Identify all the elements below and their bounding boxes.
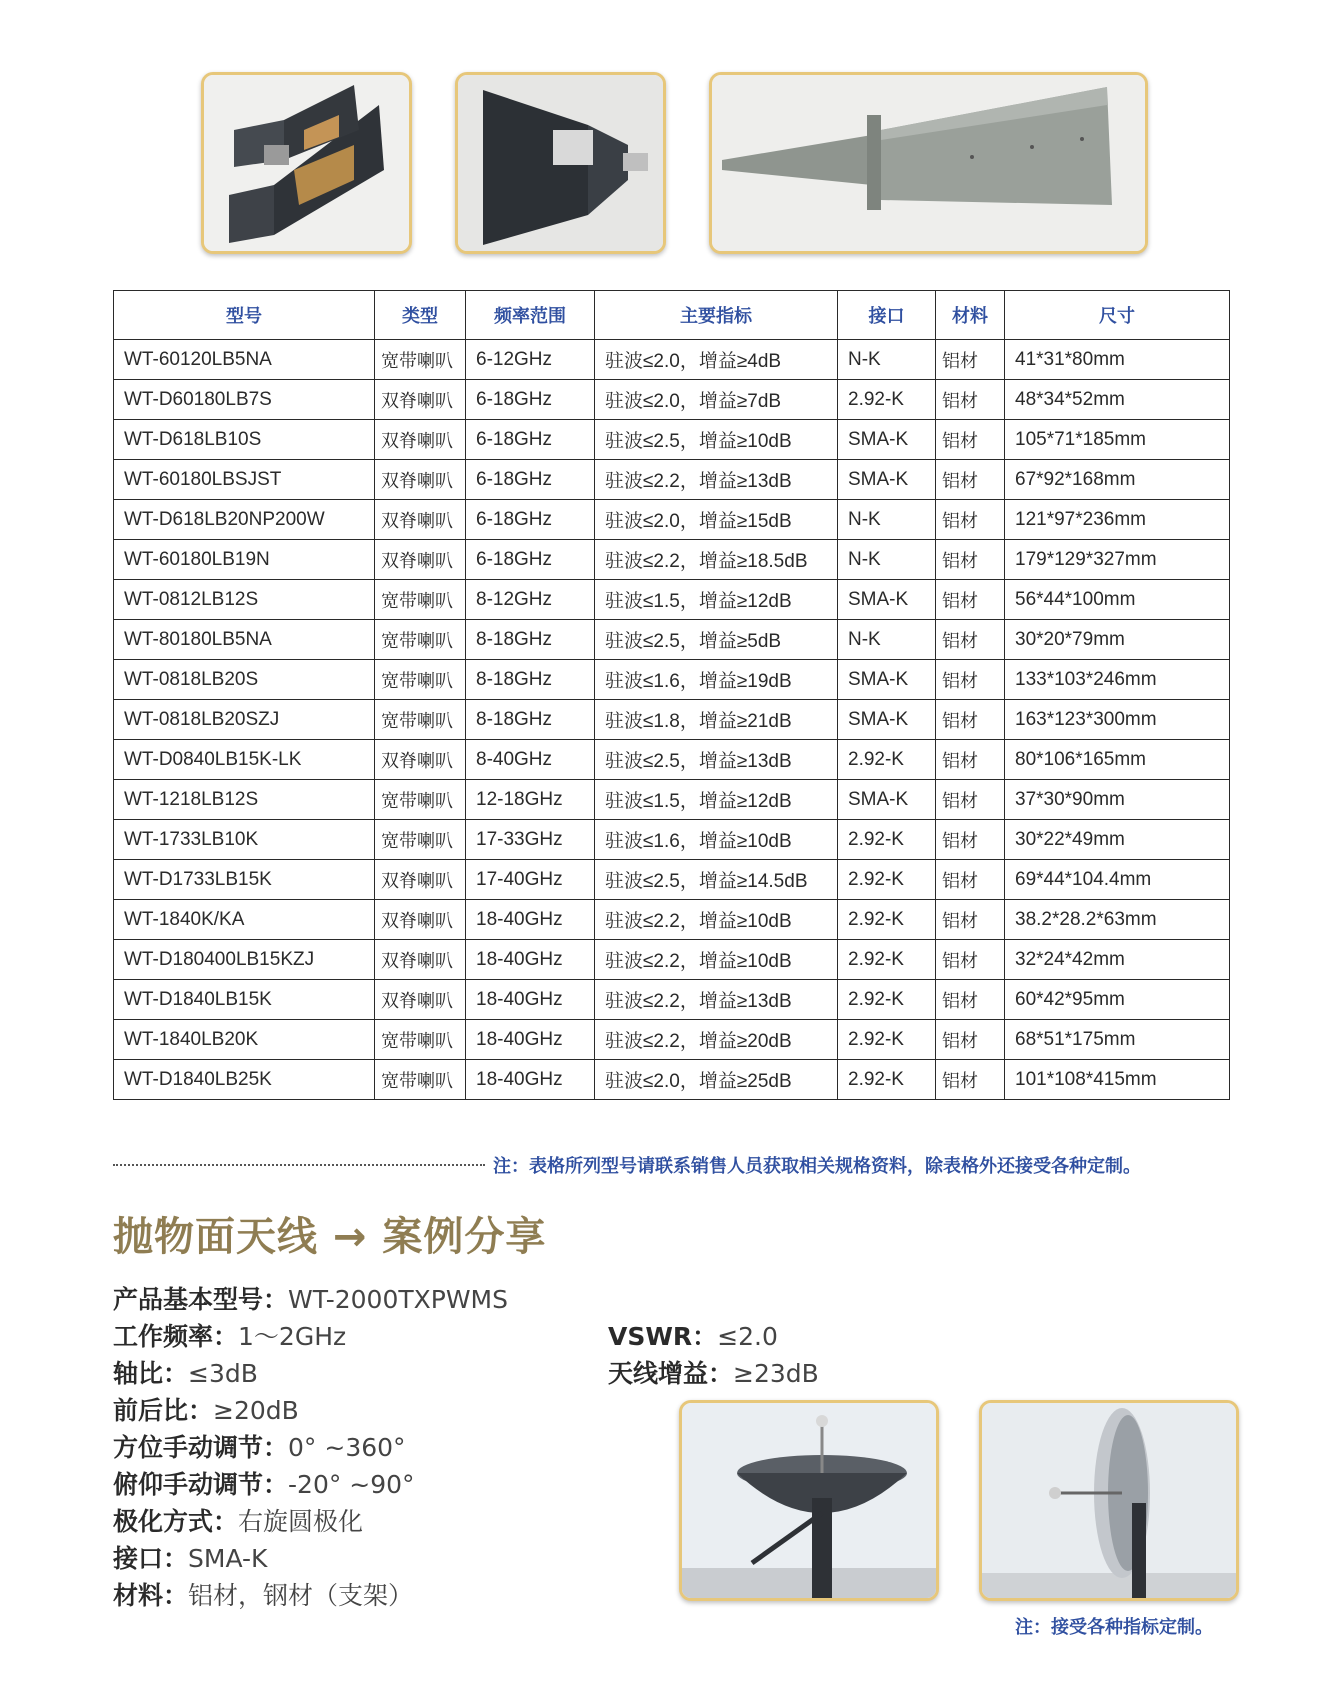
cell-key-specs: 驻波≤1.5，增益≥12dB — [595, 580, 838, 620]
cell-model: WT-D1840LB25K — [114, 1060, 375, 1100]
cell-model: WT-0818LB20SZJ — [114, 700, 375, 740]
spec-label: 工作频率： — [113, 1322, 239, 1351]
cell-material: 铝材 — [936, 1020, 1005, 1060]
table-row — [114, 620, 1230, 660]
table-note: 注：表格所列型号请联系销售人员获取相关规格资料，除表格外还接受各种定制。 — [493, 1156, 1141, 1177]
cell-model: WT-D618LB10S — [114, 420, 375, 460]
pyramidal-horn-illustration — [458, 75, 663, 251]
cell-frequency: 8-18GHz — [466, 620, 595, 660]
spec-label: 轴比： — [113, 1359, 189, 1388]
cell-key-specs: 驻波≤1.5，增益≥12dB — [595, 780, 838, 820]
cell-key-specs: 驻波≤2.0，增益≥25dB — [595, 1060, 838, 1100]
cell-frequency: 18-40GHz — [466, 1020, 595, 1060]
cell-material: 铝材 — [936, 340, 1005, 380]
cell-dimensions: 163*123*300mm — [1005, 700, 1230, 740]
cell-connector: 2.92-K — [838, 900, 936, 940]
table-row — [114, 1060, 1230, 1100]
dish-front-illustration — [682, 1403, 936, 1598]
table-body — [114, 340, 1230, 1100]
cell-type: 双脊喇叭 — [375, 980, 466, 1020]
cell-material: 铝材 — [936, 500, 1005, 540]
cell-material: 铝材 — [936, 740, 1005, 780]
cell-material: 铝材 — [936, 540, 1005, 580]
cell-frequency: 17-33GHz — [466, 820, 595, 860]
cell-dimensions: 68*51*175mm — [1005, 1020, 1230, 1060]
cell-dimensions: 30*20*79mm — [1005, 620, 1230, 660]
cell-connector: 2.92-K — [838, 740, 936, 780]
cell-connector: SMA-K — [838, 460, 936, 500]
cell-connector: 2.92-K — [838, 820, 936, 860]
spec-material — [113, 1576, 413, 1612]
cell-dimensions: 67*92*168mm — [1005, 460, 1230, 500]
cell-model: WT-1840LB20K — [114, 1020, 375, 1060]
cell-key-specs: 驻波≤2.2，增益≥20dB — [595, 1020, 838, 1060]
cell-key-specs: 驻波≤2.5，增益≥14.5dB — [595, 860, 838, 900]
dotted-divider — [113, 1164, 485, 1166]
dish-side-illustration — [982, 1403, 1236, 1598]
cell-frequency: 6-18GHz — [466, 500, 595, 540]
cell-model: WT-60180LB19N — [114, 540, 375, 580]
cell-connector: 2.92-K — [838, 380, 936, 420]
cell-model: WT-D1840LB15K — [114, 980, 375, 1020]
cell-type: 双脊喇叭 — [375, 420, 466, 460]
cell-dimensions: 179*129*327mm — [1005, 540, 1230, 580]
horn-pair-illustration — [204, 75, 409, 251]
cell-type: 双脊喇叭 — [375, 900, 466, 940]
cell-model: WT-D618LB20NP200W — [114, 500, 375, 540]
spec-label: 材料： — [113, 1581, 189, 1610]
spec-value: 0° ~360° — [288, 1433, 406, 1462]
cell-dimensions: 41*31*80mm — [1005, 340, 1230, 380]
photo-parabolic-dish-side — [979, 1400, 1239, 1601]
cell-connector: 2.92-K — [838, 980, 936, 1020]
spec-value: -20° ~90° — [288, 1470, 415, 1499]
cell-frequency: 18-40GHz — [466, 900, 595, 940]
cell-material: 铝材 — [936, 580, 1005, 620]
spec-label: VSWR： — [608, 1322, 718, 1351]
cell-type: 宽带喇叭 — [375, 340, 466, 380]
cell-model: WT-1218LB12S — [114, 780, 375, 820]
cell-connector: SMA-K — [838, 780, 936, 820]
cell-material: 铝材 — [936, 820, 1005, 860]
cell-type: 宽带喇叭 — [375, 580, 466, 620]
cell-frequency: 6-12GHz — [466, 340, 595, 380]
cell-material: 铝材 — [936, 460, 1005, 500]
cell-key-specs: 驻波≤1.8，增益≥21dB — [595, 700, 838, 740]
cell-type: 双脊喇叭 — [375, 740, 466, 780]
cell-model: WT-60120LB5NA — [114, 340, 375, 380]
cell-frequency: 6-18GHz — [466, 460, 595, 500]
table-row — [114, 700, 1230, 740]
cell-key-specs: 驻波≤2.5，增益≥13dB — [595, 740, 838, 780]
cell-dimensions: 30*22*49mm — [1005, 820, 1230, 860]
cell-key-specs: 驻波≤2.2，增益≥10dB — [595, 900, 838, 940]
cell-frequency: 6-18GHz — [466, 380, 595, 420]
cell-model: WT-D60180LB7S — [114, 380, 375, 420]
cell-key-specs: 驻波≤2.2，增益≥13dB — [595, 460, 838, 500]
cell-connector: 2.92-K — [838, 940, 936, 980]
cell-frequency: 8-40GHz — [466, 740, 595, 780]
cell-model: WT-D0840LB15K-LK — [114, 740, 375, 780]
section-title: 抛物面天线 → 案例分享 — [113, 1214, 547, 1260]
cell-frequency: 8-12GHz — [466, 580, 595, 620]
spec-value: SMA-K — [188, 1544, 268, 1573]
spec-label: 产品基本型号： — [113, 1285, 289, 1314]
cell-key-specs: 驻波≤2.5，增益≥5dB — [595, 620, 838, 660]
cell-type: 双脊喇叭 — [375, 860, 466, 900]
table-row — [114, 820, 1230, 860]
cell-type: 双脊喇叭 — [375, 940, 466, 980]
horn-antenna-spec-table — [113, 290, 1230, 1100]
cell-key-specs: 驻波≤1.6，增益≥19dB — [595, 660, 838, 700]
spec-frequency — [113, 1317, 346, 1353]
spec-value: 右旋圆极化 — [238, 1507, 364, 1536]
header-material: 材料 — [936, 291, 1005, 340]
cell-material: 铝材 — [936, 420, 1005, 460]
header-dimensions: 尺寸 — [1005, 291, 1230, 340]
spec-value: ≤2.0 — [717, 1322, 778, 1351]
spec-value: ≥20dB — [213, 1396, 299, 1425]
cell-dimensions: 69*44*104.4mm — [1005, 860, 1230, 900]
cell-type: 宽带喇叭 — [375, 820, 466, 860]
spec-label: 接口： — [113, 1544, 189, 1573]
cell-material: 铝材 — [936, 980, 1005, 1020]
table-row — [114, 1020, 1230, 1060]
header-frequency: 频率范围 — [466, 291, 595, 340]
table-row — [114, 940, 1230, 980]
table-row — [114, 420, 1230, 460]
table-row — [114, 340, 1230, 380]
spec-label: 极化方式： — [113, 1507, 239, 1536]
cell-model: WT-60180LBSJST — [114, 460, 375, 500]
cell-connector: 2.92-K — [838, 860, 936, 900]
spec-value: 铝材，钢材（支架） — [188, 1581, 414, 1610]
cell-frequency: 6-18GHz — [466, 420, 595, 460]
cell-connector: SMA-K — [838, 700, 936, 740]
cell-dimensions: 38.2*28.2*63mm — [1005, 900, 1230, 940]
cell-model: WT-D180400LB15KZJ — [114, 940, 375, 980]
spec-vswr — [608, 1317, 778, 1353]
cell-connector: N-K — [838, 340, 936, 380]
spec-gain — [608, 1354, 819, 1390]
cell-frequency: 18-40GHz — [466, 980, 595, 1020]
cell-material: 铝材 — [936, 900, 1005, 940]
header-model: 型号 — [114, 291, 375, 340]
cell-dimensions: 37*30*90mm — [1005, 780, 1230, 820]
cell-key-specs: 驻波≤2.2，增益≥13dB — [595, 980, 838, 1020]
table-row — [114, 580, 1230, 620]
photo-pyramidal-horn — [455, 72, 666, 254]
table-header-row — [114, 291, 1230, 340]
header-connector: 接口 — [838, 291, 936, 340]
table-row — [114, 860, 1230, 900]
spec-elevation — [113, 1465, 415, 1501]
spec-label: 前后比： — [113, 1396, 214, 1425]
cell-frequency: 18-40GHz — [466, 940, 595, 980]
cell-key-specs: 驻波≤2.0，增益≥4dB — [595, 340, 838, 380]
cell-key-specs: 驻波≤2.2，增益≥10dB — [595, 940, 838, 980]
table-row — [114, 500, 1230, 540]
cell-connector: N-K — [838, 620, 936, 660]
cell-type: 宽带喇叭 — [375, 700, 466, 740]
cell-material: 铝材 — [936, 860, 1005, 900]
cell-dimensions: 105*71*185mm — [1005, 420, 1230, 460]
photo-parabolic-dish-front — [679, 1400, 939, 1601]
cell-material: 铝材 — [936, 780, 1005, 820]
cell-material: 铝材 — [936, 1060, 1005, 1100]
cell-connector: SMA-K — [838, 420, 936, 460]
spec-model — [113, 1280, 508, 1316]
cell-key-specs: 驻波≤2.5，增益≥10dB — [595, 420, 838, 460]
cell-key-specs: 驻波≤2.0，增益≥15dB — [595, 500, 838, 540]
spec-value: ≥23dB — [733, 1359, 819, 1388]
cell-connector: 2.92-K — [838, 1060, 936, 1100]
photo-long-horn-antenna — [709, 72, 1148, 254]
cell-type: 双脊喇叭 — [375, 460, 466, 500]
cell-key-specs: 驻波≤2.0，增益≥7dB — [595, 380, 838, 420]
cell-dimensions: 32*24*42mm — [1005, 940, 1230, 980]
cell-connector: SMA-K — [838, 660, 936, 700]
cell-connector: N-K — [838, 540, 936, 580]
spec-connector — [113, 1539, 267, 1575]
cell-connector: 2.92-K — [838, 1020, 936, 1060]
spec-front-back-ratio — [113, 1391, 299, 1427]
cell-frequency: 17-40GHz — [466, 860, 595, 900]
cell-dimensions: 121*97*236mm — [1005, 500, 1230, 540]
table-row — [114, 780, 1230, 820]
cell-type: 双脊喇叭 — [375, 540, 466, 580]
table-row — [114, 980, 1230, 1020]
cell-type: 宽带喇叭 — [375, 1020, 466, 1060]
spec-axial-ratio — [113, 1354, 258, 1390]
spec-azimuth — [113, 1428, 406, 1464]
cell-key-specs: 驻波≤1.6，增益≥10dB — [595, 820, 838, 860]
spec-value: WT-2000TXPWMS — [288, 1285, 508, 1314]
cell-dimensions: 80*106*165mm — [1005, 740, 1230, 780]
cell-type: 双脊喇叭 — [375, 380, 466, 420]
table-row — [114, 740, 1230, 780]
cell-connector: SMA-K — [838, 580, 936, 620]
spec-polarization — [113, 1502, 363, 1538]
cell-frequency: 12-18GHz — [466, 780, 595, 820]
cell-dimensions: 60*42*95mm — [1005, 980, 1230, 1020]
cell-material: 铝材 — [936, 380, 1005, 420]
custom-spec-note: 注：接受各种指标定制。 — [1015, 1617, 1213, 1638]
cell-material: 铝材 — [936, 620, 1005, 660]
cell-model: WT-0812LB12S — [114, 580, 375, 620]
cell-model: WT-1840K/KA — [114, 900, 375, 940]
table-row — [114, 380, 1230, 420]
header-type: 类型 — [375, 291, 466, 340]
table-row — [114, 460, 1230, 500]
cell-model: WT-D1733LB15K — [114, 860, 375, 900]
cell-dimensions: 48*34*52mm — [1005, 380, 1230, 420]
spec-label: 俯仰手动调节： — [113, 1470, 289, 1499]
cell-material: 铝材 — [936, 700, 1005, 740]
table-row — [114, 900, 1230, 940]
cell-material: 铝材 — [936, 940, 1005, 980]
cell-dimensions: 56*44*100mm — [1005, 580, 1230, 620]
cell-model: WT-0818LB20S — [114, 660, 375, 700]
photo-double-ridged-horn-pair — [201, 72, 412, 254]
cell-connector: N-K — [838, 500, 936, 540]
cell-frequency: 8-18GHz — [466, 660, 595, 700]
cell-frequency: 18-40GHz — [466, 1060, 595, 1100]
cell-type: 宽带喇叭 — [375, 620, 466, 660]
header-key-specs: 主要指标 — [595, 291, 838, 340]
long-horn-illustration — [712, 75, 1145, 251]
cell-model: WT-1733LB10K — [114, 820, 375, 860]
spec-value: 1～2GHz — [238, 1322, 347, 1351]
cell-key-specs: 驻波≤2.2，增益≥18.5dB — [595, 540, 838, 580]
cell-dimensions: 133*103*246mm — [1005, 660, 1230, 700]
cell-type: 宽带喇叭 — [375, 780, 466, 820]
spec-label: 方位手动调节： — [113, 1433, 289, 1462]
cell-type: 宽带喇叭 — [375, 1060, 466, 1100]
cell-dimensions: 101*108*415mm — [1005, 1060, 1230, 1100]
cell-material: 铝材 — [936, 660, 1005, 700]
cell-type: 宽带喇叭 — [375, 660, 466, 700]
table-row — [114, 540, 1230, 580]
cell-model: WT-80180LB5NA — [114, 620, 375, 660]
cell-type: 双脊喇叭 — [375, 500, 466, 540]
spec-value: ≤3dB — [188, 1359, 258, 1388]
cell-frequency: 8-18GHz — [466, 700, 595, 740]
spec-label: 天线增益： — [608, 1359, 734, 1388]
table-row — [114, 660, 1230, 700]
cell-frequency: 6-18GHz — [466, 540, 595, 580]
